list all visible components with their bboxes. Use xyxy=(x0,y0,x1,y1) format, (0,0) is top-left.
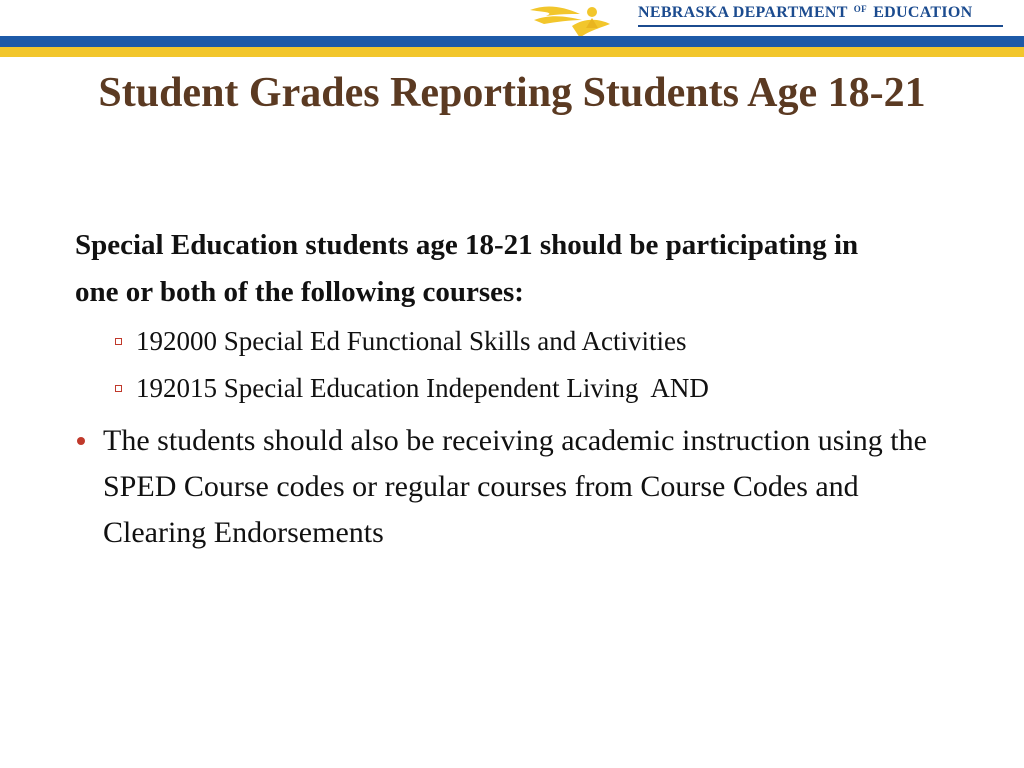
organization-name-of: OF xyxy=(853,4,867,14)
brand-underline xyxy=(638,25,1003,27)
round-bullet-icon xyxy=(75,418,95,464)
course-list xyxy=(75,318,955,412)
bullet-text: The students should also be receiving academic instruction using the SPED Course codes or regular courses from Course Codes and Clearing Endorsements xyxy=(103,424,927,549)
lead-paragraph: Special Education students age 18-21 should be participating in one or both of the following courses: xyxy=(75,229,859,308)
bullet-item xyxy=(75,418,933,556)
organization-name-start: NEBRASKA DEPARTMENT xyxy=(638,4,848,21)
course-text: 192015 Special Education Independent Living AND xyxy=(136,373,709,403)
organization-name-end: EDUCATION xyxy=(873,4,973,21)
square-bullet-icon xyxy=(113,318,127,365)
header-branding xyxy=(528,0,1024,36)
slide-title: Student Grades Reporting Students Age 18-21 xyxy=(98,70,926,116)
bullet-list xyxy=(75,418,955,556)
organization-name xyxy=(638,4,973,22)
course-item xyxy=(113,318,955,365)
course-text: 192000 Special Ed Functional Skills and Activities xyxy=(136,326,687,356)
course-item xyxy=(113,365,955,412)
square-bullet-icon xyxy=(113,365,127,412)
header-stripe-gold xyxy=(0,47,1024,57)
slide-body xyxy=(75,222,955,556)
nde-logo-icon xyxy=(528,0,638,38)
header-stripe-blue xyxy=(0,36,1024,47)
